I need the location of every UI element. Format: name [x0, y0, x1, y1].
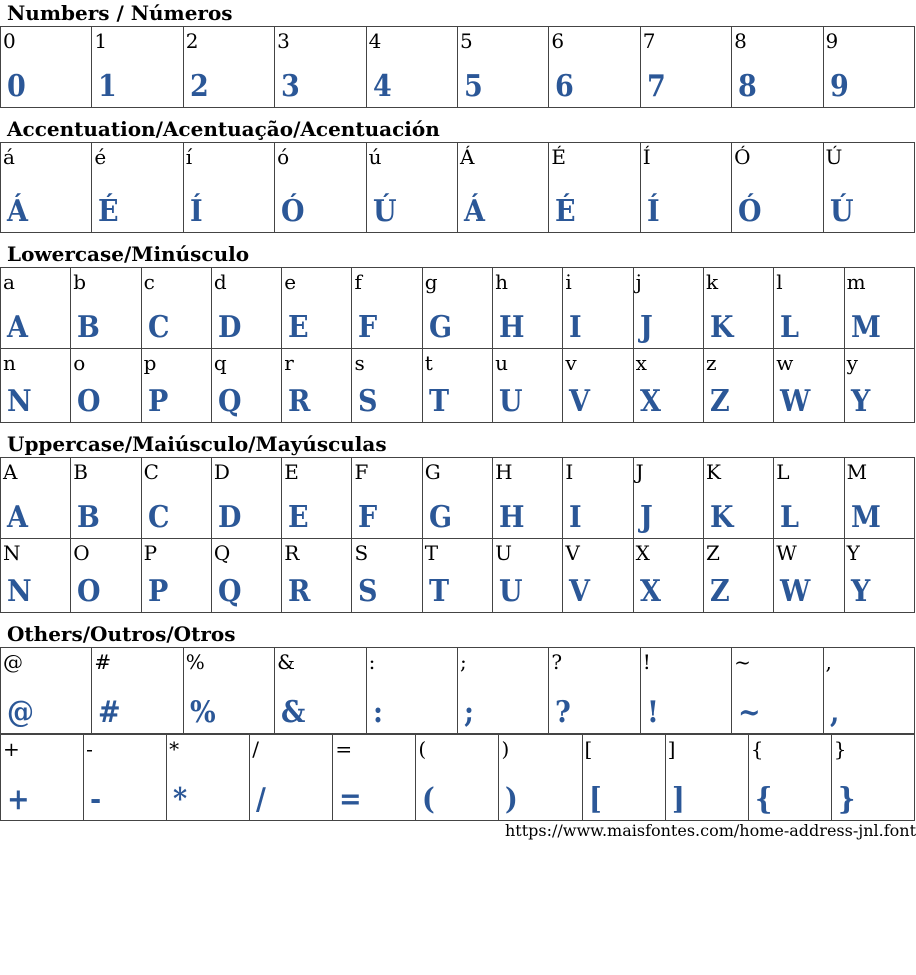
glyph-sample: D — [217, 500, 242, 535]
glyph-cell — [563, 349, 633, 423]
glyph-label: t — [424, 351, 433, 375]
glyph-label: ú — [368, 145, 382, 169]
glyph-label: [ — [584, 737, 593, 761]
glyph-label: ) — [501, 737, 510, 761]
glyph-sample: V — [569, 384, 591, 419]
glyph-cell — [1, 27, 92, 108]
glyph-cell — [422, 458, 492, 539]
glyph-cell — [71, 539, 141, 613]
glyph-sample: ( — [422, 782, 436, 817]
glyph-cell — [633, 268, 703, 349]
glyph-sample: 6 — [555, 69, 575, 104]
glyph-sample: R — [288, 384, 311, 419]
lowercase-table — [0, 267, 915, 423]
glyph-sample: + — [7, 782, 30, 817]
others-table-2 — [0, 734, 915, 821]
glyph-cell — [633, 349, 703, 423]
glyph-sample: G — [428, 500, 452, 535]
glyph-sample: 4 — [372, 69, 392, 104]
others-row-1 — [1, 648, 915, 734]
glyph-cell — [499, 735, 582, 821]
glyph-label: s — [354, 351, 365, 375]
glyph-sample: { — [754, 782, 773, 817]
glyph-sample: Y — [850, 574, 870, 609]
glyph-sample: N — [7, 384, 32, 419]
glyph-label: f — [354, 270, 362, 294]
glyph-sample: Ú — [372, 194, 397, 229]
glyph-cell — [748, 735, 831, 821]
glyph-label: + — [3, 737, 20, 761]
glyph-label: Á — [459, 145, 475, 169]
glyph-sample: [ — [588, 782, 602, 817]
glyph-sample: K — [709, 310, 734, 345]
glyph-sample: * — [173, 782, 188, 817]
glyph-cell — [1, 735, 84, 821]
glyph-sample: B — [77, 500, 101, 535]
glyph-label: x — [635, 351, 647, 375]
glyph-label: { — [750, 737, 764, 761]
glyph-label: B — [73, 460, 88, 484]
glyph-cell — [582, 735, 665, 821]
glyph-cell — [366, 27, 457, 108]
glyph-cell — [275, 648, 366, 734]
uppercase-row-1 — [1, 458, 915, 539]
glyph-sample: V — [569, 574, 591, 609]
glyph-cell — [422, 349, 492, 423]
glyph-cell — [703, 349, 773, 423]
glyph-label: m — [846, 270, 866, 294]
glyph-cell — [640, 143, 731, 233]
glyph-cell — [352, 539, 422, 613]
glyph-sample: & — [281, 695, 306, 730]
glyph-cell — [493, 539, 563, 613]
glyph-cell — [457, 143, 548, 233]
glyph-cell — [141, 349, 211, 423]
glyph-cell — [352, 458, 422, 539]
glyph-sample: ? — [555, 695, 572, 730]
glyph-cell — [823, 648, 914, 734]
footer-url: https://www.maisfontes.com/home-address-jnl.font — [504, 821, 916, 840]
glyph-cell — [844, 268, 914, 349]
glyph-label: n — [3, 351, 16, 375]
glyph-sample: E — [288, 500, 309, 535]
glyph-cell — [282, 349, 352, 423]
numbers-title: Numbers / Números — [7, 1, 233, 25]
glyph-label: / — [252, 737, 259, 761]
uppercase-table — [0, 457, 915, 613]
glyph-cell — [92, 27, 183, 108]
glyph-label: & — [277, 650, 295, 674]
glyph-label: C — [143, 460, 159, 484]
glyph-cell — [366, 648, 457, 734]
glyph-sample: 5 — [463, 69, 483, 104]
glyph-sample: C — [147, 500, 170, 535]
glyph-cell — [211, 539, 281, 613]
glyph-cell — [665, 735, 748, 821]
glyph-cell — [844, 458, 914, 539]
glyph-sample: ) — [505, 782, 519, 817]
glyph-cell — [457, 27, 548, 108]
glyph-sample: X — [639, 574, 661, 609]
glyph-cell — [141, 539, 211, 613]
glyph-label: I — [565, 460, 574, 484]
glyph-cell — [1, 349, 71, 423]
glyph-cell — [183, 648, 274, 734]
glyph-cell — [703, 458, 773, 539]
glyph-cell — [71, 458, 141, 539]
glyph-sample: L — [780, 500, 800, 535]
glyph-label: u — [495, 351, 508, 375]
glyph-label: b — [73, 270, 87, 294]
glyph-sample: # — [98, 695, 122, 730]
glyph-label: ~ — [734, 650, 751, 674]
glyph-cell — [703, 268, 773, 349]
glyph-cell — [352, 349, 422, 423]
glyph-cell — [844, 349, 914, 423]
glyph-sample: É — [555, 194, 576, 229]
glyph-cell — [633, 458, 703, 539]
glyph-cell — [774, 349, 844, 423]
glyph-label: 2 — [185, 29, 199, 53]
glyph-sample: Í — [646, 194, 660, 229]
glyph-label: O — [73, 541, 90, 565]
glyph-cell — [141, 268, 211, 349]
glyph-sample: Ó — [281, 194, 305, 229]
glyph-sample: I — [569, 310, 583, 345]
glyph-cell — [563, 458, 633, 539]
glyph-sample: I — [569, 500, 583, 535]
glyph-cell — [71, 268, 141, 349]
glyph-cell — [563, 268, 633, 349]
glyph-cell — [282, 268, 352, 349]
glyph-cell — [774, 458, 844, 539]
glyph-label: l — [776, 270, 783, 294]
glyph-label: É — [551, 145, 566, 169]
accents-title: Accentuation/Acentuação/Acentuación — [7, 117, 440, 141]
glyph-label: A — [3, 460, 18, 484]
glyph-sample: Ú — [829, 194, 854, 229]
others-row-2 — [1, 735, 915, 821]
glyph-label: é — [94, 145, 107, 169]
glyph-sample: % — [189, 695, 216, 730]
numbers-row — [1, 27, 915, 108]
glyph-sample: B — [77, 310, 101, 345]
glyph-sample: F — [358, 310, 378, 345]
glyph-sample: W — [780, 384, 811, 419]
glyph-cell — [1, 458, 71, 539]
glyph-label: Ó — [734, 145, 751, 169]
glyph-sample: W — [780, 574, 811, 609]
glyph-sample: : — [372, 695, 383, 730]
glyph-label: ! — [642, 650, 651, 674]
glyph-sample: 9 — [829, 69, 849, 104]
glyph-cell — [211, 349, 281, 423]
glyph-sample: / — [256, 782, 267, 817]
glyph-label: U — [495, 541, 512, 565]
glyph-cell — [1, 268, 71, 349]
glyph-sample: J — [639, 310, 653, 345]
glyph-label: R — [284, 541, 300, 565]
glyph-label: á — [3, 145, 15, 169]
glyph-sample: D — [217, 310, 242, 345]
glyph-label: Í — [642, 145, 651, 169]
glyph-sample: 2 — [189, 69, 209, 104]
glyph-sample: U — [499, 384, 523, 419]
glyph-label: o — [73, 351, 86, 375]
glyph-label: c — [143, 270, 155, 294]
glyph-label: v — [565, 351, 577, 375]
glyph-cell — [71, 349, 141, 423]
others-table-1 — [0, 647, 915, 734]
glyph-sample: Á — [7, 194, 28, 229]
lowercase-title: Lowercase/Minúsculo — [7, 242, 250, 266]
glyph-label: d — [213, 270, 227, 294]
glyph-cell — [167, 735, 250, 821]
glyph-sample: N — [7, 574, 32, 609]
glyph-sample: E — [288, 310, 309, 345]
glyph-cell — [493, 349, 563, 423]
glyph-label: X — [635, 541, 650, 565]
glyph-label: K — [705, 460, 721, 484]
glyph-sample: A — [7, 500, 28, 535]
glyph-cell — [640, 27, 731, 108]
glyph-label: , — [825, 650, 832, 674]
glyph-label: Y — [846, 541, 860, 565]
glyph-sample: C — [147, 310, 170, 345]
glyph-cell — [823, 27, 914, 108]
glyph-label: p — [143, 351, 157, 375]
glyph-sample: T — [428, 574, 449, 609]
glyph-label: i — [565, 270, 572, 294]
glyph-cell — [352, 268, 422, 349]
glyph-label: L — [776, 460, 790, 484]
glyph-cell — [1, 143, 92, 233]
glyph-label: Ú — [825, 145, 843, 169]
glyph-label: y — [846, 351, 858, 375]
glyph-cell — [422, 268, 492, 349]
glyph-label: V — [565, 541, 580, 565]
glyph-label: H — [495, 460, 513, 484]
glyph-label: Z — [705, 541, 720, 565]
glyph-sample: R — [288, 574, 311, 609]
glyph-label: ; — [459, 650, 467, 674]
glyph-sample: Z — [709, 384, 730, 419]
glyph-label: r — [284, 351, 294, 375]
glyph-cell — [774, 539, 844, 613]
glyph-cell — [703, 539, 773, 613]
glyph-label: % — [185, 650, 205, 674]
glyph-sample: P — [147, 574, 168, 609]
glyph-label: 4 — [368, 29, 382, 53]
glyph-label: P — [143, 541, 158, 565]
glyph-label: h — [495, 270, 508, 294]
glyph-cell — [183, 143, 274, 233]
glyph-cell — [282, 458, 352, 539]
glyph-sample: Q — [217, 384, 242, 419]
glyph-sample: G — [428, 310, 452, 345]
glyph-cell — [92, 648, 183, 734]
glyph-label: M — [846, 460, 868, 484]
glyph-label: = — [335, 737, 353, 761]
glyph-cell — [84, 735, 167, 821]
glyph-label: ó — [277, 145, 290, 169]
glyph-label: : — [368, 650, 376, 674]
glyph-cell — [457, 648, 548, 734]
glyph-label: ( — [418, 737, 427, 761]
glyph-sample: H — [499, 500, 525, 535]
glyph-cell — [640, 648, 731, 734]
glyph-label: 6 — [551, 29, 565, 53]
glyph-sample: 3 — [281, 69, 300, 104]
glyph-cell — [549, 648, 640, 734]
glyph-sample: É — [98, 194, 119, 229]
accents-row — [1, 143, 915, 233]
glyph-label: D — [213, 460, 230, 484]
glyph-sample: 0 — [7, 69, 26, 104]
glyph-label: G — [424, 460, 441, 484]
glyph-sample: } — [837, 782, 856, 817]
glyph-label: F — [354, 460, 369, 484]
glyph-cell — [250, 735, 333, 821]
glyph-label: * — [169, 737, 180, 761]
glyph-label: W — [776, 541, 797, 565]
lowercase-row-1 — [1, 268, 915, 349]
glyph-label: a — [3, 270, 15, 294]
glyph-label: z — [705, 351, 717, 375]
glyph-sample: Ó — [738, 194, 762, 229]
glyph-label: - — [86, 737, 93, 761]
glyph-sample: Í — [189, 194, 203, 229]
glyph-sample: @ — [7, 695, 34, 730]
uppercase-title: Uppercase/Maiúsculo/Mayúsculas — [7, 432, 387, 456]
glyph-label: } — [833, 737, 847, 761]
glyph-sample: F — [358, 500, 378, 535]
glyph-sample: P — [147, 384, 168, 419]
glyph-cell — [774, 268, 844, 349]
glyph-label: E — [284, 460, 299, 484]
glyph-label: 8 — [734, 29, 747, 53]
glyph-label: N — [3, 541, 21, 565]
glyph-sample: ; — [463, 695, 474, 730]
glyph-sample: , — [829, 695, 839, 730]
glyph-label: g — [424, 270, 438, 294]
glyph-sample: Y — [850, 384, 870, 419]
glyph-cell — [422, 539, 492, 613]
glyph-sample: 8 — [738, 69, 757, 104]
glyph-label: 0 — [3, 29, 16, 53]
glyph-cell — [633, 539, 703, 613]
glyph-cell — [823, 143, 914, 233]
glyph-label: 7 — [642, 29, 656, 53]
glyph-sample: S — [358, 574, 378, 609]
glyph-sample: U — [499, 574, 523, 609]
glyph-sample: K — [709, 500, 734, 535]
glyph-cell — [732, 27, 823, 108]
glyph-cell — [844, 539, 914, 613]
glyph-cell — [92, 143, 183, 233]
glyph-cell — [1, 539, 71, 613]
glyph-label: # — [94, 650, 112, 674]
glyph-sample: - — [90, 782, 102, 817]
glyph-sample: Á — [463, 194, 485, 229]
glyph-sample: S — [358, 384, 378, 419]
glyph-cell — [493, 458, 563, 539]
glyph-cell — [732, 143, 823, 233]
glyph-sample: 7 — [646, 69, 666, 104]
glyph-cell — [831, 735, 914, 821]
glyph-sample: M — [850, 310, 881, 345]
glyph-label: J — [635, 460, 644, 484]
glyph-sample: H — [499, 310, 525, 345]
glyph-sample: 1 — [98, 69, 118, 104]
glyph-sample: = — [339, 782, 362, 817]
glyph-cell — [493, 268, 563, 349]
glyph-cell — [211, 458, 281, 539]
glyph-label: @ — [3, 650, 23, 674]
glyph-label: q — [213, 351, 227, 375]
glyph-sample: O — [77, 384, 101, 419]
glyph-label: ? — [551, 650, 563, 674]
glyph-sample: Z — [709, 574, 730, 609]
glyph-label: 9 — [825, 29, 839, 53]
glyph-cell — [183, 27, 274, 108]
glyph-cell — [549, 27, 640, 108]
glyph-sample: O — [77, 574, 101, 609]
glyph-sample: M — [850, 500, 881, 535]
glyph-cell — [1, 648, 92, 734]
glyph-label: ] — [667, 737, 676, 761]
glyph-cell — [333, 735, 416, 821]
glyph-sample: Q — [217, 574, 242, 609]
glyph-label: í — [185, 145, 193, 169]
glyph-cell — [366, 143, 457, 233]
glyph-label: 1 — [94, 29, 108, 53]
glyph-sample: ] — [671, 782, 685, 817]
glyph-sample: ~ — [738, 695, 761, 730]
glyph-label: k — [705, 270, 719, 294]
glyph-sample: X — [639, 384, 661, 419]
glyph-cell — [549, 143, 640, 233]
glyph-label: j — [635, 270, 642, 294]
glyph-sample: J — [639, 500, 653, 535]
glyph-cell — [416, 735, 499, 821]
numbers-table — [0, 26, 915, 108]
glyph-label: T — [424, 541, 439, 565]
glyph-cell — [211, 268, 281, 349]
glyph-label: Q — [213, 541, 231, 565]
glyph-label: w — [776, 351, 794, 375]
glyph-cell — [275, 27, 366, 108]
glyph-cell — [282, 539, 352, 613]
glyph-cell — [275, 143, 366, 233]
accents-table — [0, 142, 915, 233]
glyph-cell — [141, 458, 211, 539]
glyph-label: S — [354, 541, 369, 565]
glyph-label: e — [284, 270, 297, 294]
uppercase-row-2 — [1, 539, 915, 613]
lowercase-row-2 — [1, 349, 915, 423]
others-title: Others/Outros/Otros — [7, 622, 236, 646]
glyph-label: 3 — [277, 29, 290, 53]
glyph-sample: L — [780, 310, 800, 345]
glyph-label: 5 — [459, 29, 473, 53]
glyph-sample: ! — [646, 695, 659, 730]
glyph-cell — [732, 648, 823, 734]
glyph-cell — [563, 539, 633, 613]
glyph-sample: A — [7, 310, 28, 345]
glyph-sample: T — [428, 384, 449, 419]
